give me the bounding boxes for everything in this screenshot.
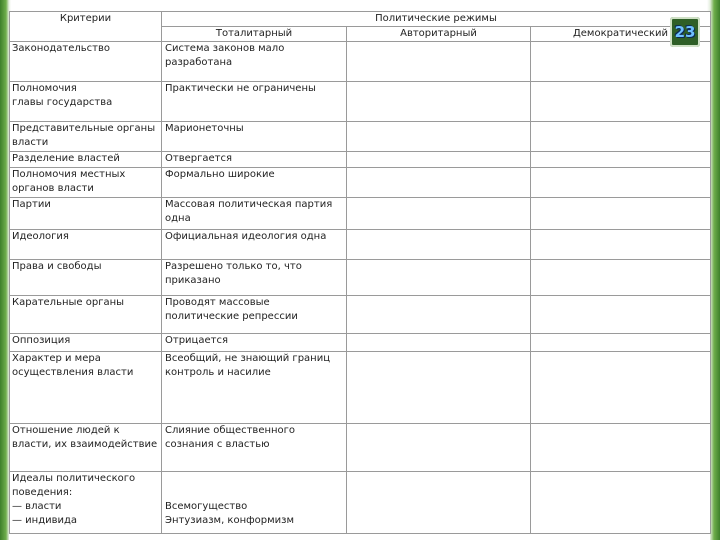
slide-number-badge — [670, 17, 700, 47]
authoritarian-cell — [347, 230, 531, 260]
totalitarian-cell: Всеобщий, не знающий границ контроль и насилие — [162, 352, 347, 424]
democratic-cell — [531, 168, 711, 198]
slide-sheet — [9, 11, 710, 540]
authoritarian-cell — [347, 296, 531, 334]
democratic-cell — [531, 42, 711, 82]
political-regimes-table — [9, 11, 711, 534]
democratic-cell — [531, 260, 711, 296]
totalitarian-cell: Официальная идеология одна — [162, 230, 347, 260]
criterion-cell: Идеалы политического поведения: — власти — индивида — [10, 472, 162, 534]
table-row — [10, 260, 711, 296]
democratic-cell — [531, 352, 711, 424]
authoritarian-cell — [347, 122, 531, 152]
slide-number: 23 — [674, 23, 696, 41]
totalitarian-cell: Отвергается — [162, 152, 347, 168]
democratic-cell — [531, 198, 711, 230]
authoritarian-cell — [347, 168, 531, 198]
criterion-cell: Оппозиция — [10, 334, 162, 352]
table-row — [10, 352, 711, 424]
table-row — [10, 122, 711, 152]
totalitarian-cell: Всемогущество Энтузиазм, конформизм — [162, 472, 347, 534]
authoritarian-cell — [347, 198, 531, 230]
table-row — [10, 198, 711, 230]
header-row — [10, 12, 711, 27]
table-row — [10, 472, 711, 534]
criterion-cell: Полномочия местных органов власти — [10, 168, 162, 198]
table-row — [10, 42, 711, 82]
table-row — [10, 230, 711, 260]
table-row — [10, 152, 711, 168]
regime-header-democratic: Демократический — [531, 27, 711, 42]
criterion-cell: Карательные органы — [10, 296, 162, 334]
democratic-cell — [531, 152, 711, 168]
authoritarian-cell — [347, 82, 531, 122]
criterion-cell: Разделение властей — [10, 152, 162, 168]
totalitarian-cell: Массовая политическая партия одна — [162, 198, 347, 230]
regime-header-authoritarian: Авторитарный — [347, 27, 531, 42]
totalitarian-cell: Система законов мало разработана — [162, 42, 347, 82]
totalitarian-cell: Слияние общественного сознания с властью — [162, 424, 347, 472]
authoritarian-cell — [347, 334, 531, 352]
table-row — [10, 168, 711, 198]
criterion-cell: Характер и мера осуществления власти — [10, 352, 162, 424]
totalitarian-cell: Практически не ограничены — [162, 82, 347, 122]
totalitarian-cell: Отрицается — [162, 334, 347, 352]
criterion-cell: Законодательство — [10, 42, 162, 82]
authoritarian-cell — [347, 42, 531, 82]
totalitarian-cell: Разрешено только то, что приказано — [162, 260, 347, 296]
table-row — [10, 334, 711, 352]
table-row — [10, 82, 711, 122]
criterion-cell: Идеология — [10, 230, 162, 260]
democratic-cell — [531, 296, 711, 334]
democratic-cell — [531, 472, 711, 534]
criterion-cell: Права и свободы — [10, 260, 162, 296]
authoritarian-cell — [347, 424, 531, 472]
totalitarian-cell: Формально широкие — [162, 168, 347, 198]
criteria-header: Критерии — [10, 12, 162, 42]
democratic-cell — [531, 424, 711, 472]
democratic-cell — [531, 82, 711, 122]
table-row — [10, 296, 711, 334]
authoritarian-cell — [347, 472, 531, 534]
democratic-cell — [531, 334, 711, 352]
democratic-cell — [531, 122, 711, 152]
totalitarian-cell: Проводят массовые политические репрессии — [162, 296, 347, 334]
democratic-cell — [531, 230, 711, 260]
criterion-cell: Партии — [10, 198, 162, 230]
regime-header-totalitarian: Тоталитарный — [162, 27, 347, 42]
authoritarian-cell — [347, 352, 531, 424]
criterion-cell: Полномочия главы государства — [10, 82, 162, 122]
table-row — [10, 424, 711, 472]
authoritarian-cell — [347, 260, 531, 296]
regimes-group-header: Политические режимы — [162, 12, 711, 27]
criterion-cell: Представительные органы власти — [10, 122, 162, 152]
totalitarian-cell: Марионеточны — [162, 122, 347, 152]
authoritarian-cell — [347, 152, 531, 168]
criterion-cell: Отношение людей к власти, их взаимодействие — [10, 424, 162, 472]
